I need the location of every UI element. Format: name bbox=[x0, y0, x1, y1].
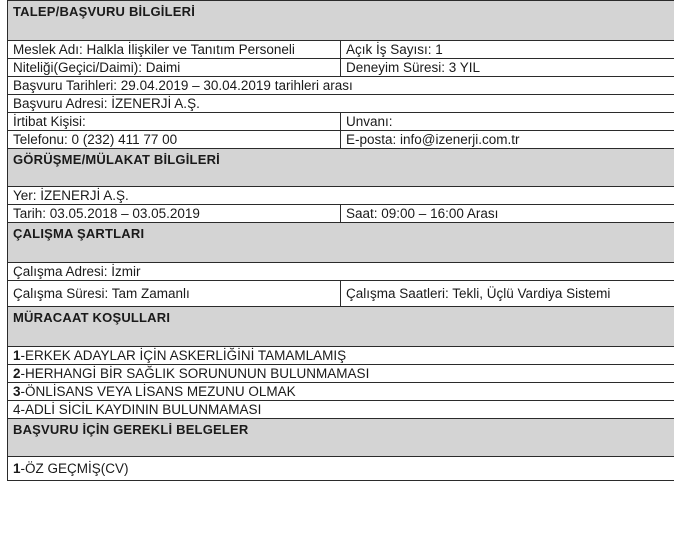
open-positions-count: Açık İş Sayısı: 1 bbox=[341, 41, 674, 59]
experience-duration: Deneyim Süresi: 3 YIL bbox=[341, 59, 674, 77]
requirement-number: 1 bbox=[13, 347, 21, 363]
occupation-name: Meslek Adı: Halkla İlişkiler ve Tanıtım Personeli bbox=[8, 41, 341, 59]
requirement-number: 2 bbox=[13, 365, 21, 381]
contact-phone: Telefonu: 0 (232) 411 77 00 bbox=[8, 131, 341, 149]
document-text: -ÖZ GEÇMİŞ(CV) bbox=[20, 460, 129, 476]
job-posting-table bbox=[7, 0, 674, 481]
document-item bbox=[8, 457, 674, 481]
requirement-item bbox=[8, 347, 674, 365]
application-address: Başvuru Adresi: İZENERJİ A.Ş. bbox=[8, 95, 674, 113]
document-number: 1 bbox=[13, 460, 21, 476]
requirement-item bbox=[8, 383, 674, 401]
requirement-text: -ÖNLİSANS VEYA LİSANS MEZUNU OLMAK bbox=[20, 383, 296, 399]
requirement-text: -ADLİ SİCİL KAYDININ BULUNMAMASI bbox=[20, 401, 262, 417]
section-header-interview-info: GÖRÜŞME/MÜLAKAT BİLGİLERİ bbox=[8, 149, 674, 187]
work-hours: Çalışma Saatleri: Tekli, Üçlü Vardiya Sistemi bbox=[341, 281, 674, 307]
application-dates: Başvuru Tarihleri: 29.04.2019 – 30.04.2019 tarihleri arası bbox=[8, 77, 674, 95]
requirement-number: 3 bbox=[13, 383, 21, 399]
section-header-application-info: TALEP/BAŞVURU BİLGİLERİ bbox=[8, 1, 674, 41]
position-type: Niteliği(Geçici/Daimi): Daimi bbox=[8, 59, 341, 77]
work-duration: Çalışma Süresi: Tam Zamanlı bbox=[8, 281, 341, 307]
contact-person: İrtibat Kişisi: bbox=[8, 113, 341, 131]
contact-title: Unvanı: bbox=[341, 113, 674, 131]
contact-email: E-posta: info@izenerji.com.tr bbox=[341, 131, 674, 149]
section-header-working-conditions: ÇALIŞMA ŞARTLARI bbox=[8, 223, 674, 263]
interview-location: Yer: İZENERJİ A.Ş. bbox=[8, 187, 674, 205]
section-header-application-requirements: MÜRACAAT KOŞULLARI bbox=[8, 307, 674, 347]
requirement-text: -ERKEK ADAYLAR İÇİN ASKERLİĞİNİ TAMAMLAMIŞ bbox=[20, 347, 347, 363]
requirement-text: -HERHANGİ BİR SAĞLIK SORUNUNUN BULUNMAMASI bbox=[20, 365, 370, 381]
requirement-number: 4 bbox=[13, 401, 21, 417]
section-header-required-documents: BAŞVURU İÇİN GEREKLİ BELGELER bbox=[8, 419, 674, 457]
work-address: Çalışma Adresi: İzmir bbox=[8, 263, 674, 281]
requirement-item bbox=[8, 401, 674, 419]
interview-date: Tarih: 03.05.2018 – 03.05.2019 bbox=[8, 205, 341, 223]
requirement-item bbox=[8, 365, 674, 383]
interview-time: Saat: 09:00 – 16:00 Arası bbox=[341, 205, 674, 223]
